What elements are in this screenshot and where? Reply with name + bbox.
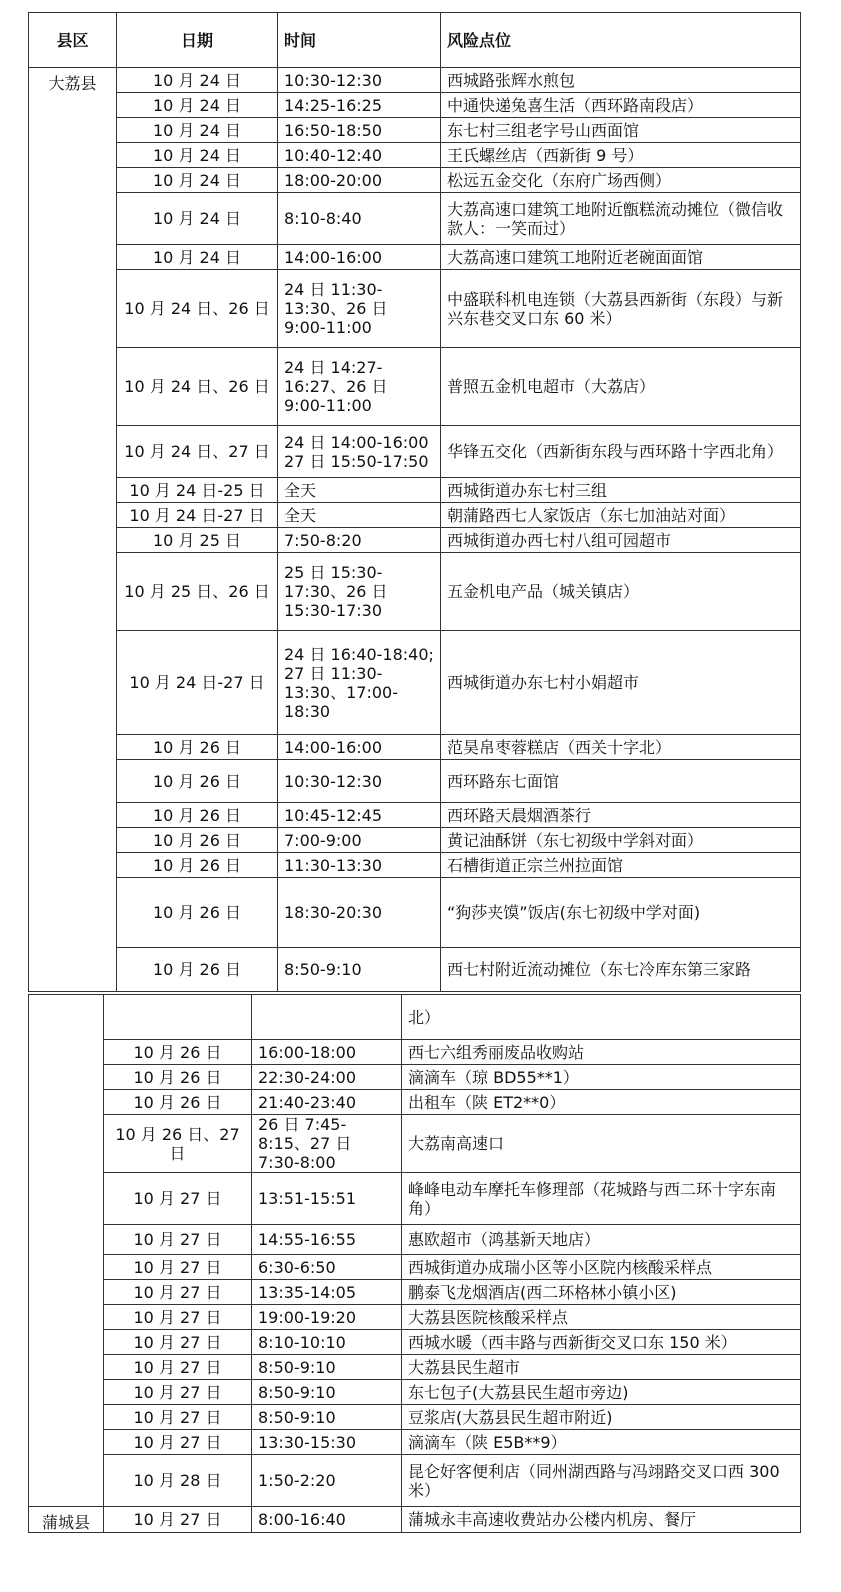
time-cell: 8:00-16:40	[252, 1507, 402, 1533]
table-header-row	[29, 13, 801, 68]
date-cell: 10 月 24 日	[117, 143, 278, 168]
place-cell: 中通快递兔喜生活（西环路南段店）	[441, 93, 801, 118]
date-cell: 10 月 24 日、26 日	[117, 348, 278, 426]
table-row	[29, 995, 801, 1040]
header-date: 日期	[117, 13, 278, 68]
table-row	[29, 1330, 801, 1355]
date-cell: 10 月 24 日-27 日	[117, 631, 278, 735]
place-cell: 五金机电产品（城关镇店）	[441, 553, 801, 631]
table-row	[29, 803, 801, 828]
table-row	[29, 1280, 801, 1305]
table-row	[29, 1405, 801, 1430]
table-row	[29, 118, 801, 143]
table-row	[29, 1040, 801, 1065]
date-cell: 10 月 27 日	[104, 1280, 252, 1305]
time-cell: 13:30-15:30	[252, 1430, 402, 1455]
table-row	[29, 553, 801, 631]
place-cell: 西城街道办东七村小娟超市	[441, 631, 801, 735]
date-cell: 10 月 26 日	[117, 760, 278, 803]
place-cell: 松远五金交化（东府广场西侧）	[441, 168, 801, 193]
place-cell: 西城街道办东七村三组	[441, 478, 801, 503]
table-row	[29, 1355, 801, 1380]
time-cell: 全天	[278, 503, 441, 528]
time-cell: 8:50-9:10	[278, 948, 441, 992]
time-cell: 10:45-12:45	[278, 803, 441, 828]
date-cell: 10 月 27 日	[104, 1355, 252, 1380]
table-row	[29, 1065, 801, 1090]
date-cell: 10 月 28 日	[104, 1455, 252, 1507]
header-time: 时间	[278, 13, 441, 68]
table-row	[29, 168, 801, 193]
date-cell: 10 月 24 日	[117, 168, 278, 193]
county-cell: 蒲城县	[29, 1507, 104, 1533]
date-cell: 10 月 25 日	[117, 528, 278, 553]
time-cell: 10:30-12:30	[278, 68, 441, 93]
time-cell: 21:40-23:40	[252, 1090, 402, 1115]
date-cell: 10 月 26 日	[117, 803, 278, 828]
table-row	[29, 68, 801, 93]
header-county: 县区	[29, 13, 117, 68]
place-cell: 东七村三组老字号山西面馆	[441, 118, 801, 143]
date-cell: 10 月 24 日-25 日	[117, 478, 278, 503]
time-cell: 18:30-20:30	[278, 878, 441, 948]
time-cell: 8:50-9:10	[252, 1405, 402, 1430]
table-row	[29, 93, 801, 118]
place-cell: 东七包子(大荔县民生超市旁边)	[402, 1380, 801, 1405]
time-cell: 24 日 14:27-16:27、26 日 9:00-11:00	[278, 348, 441, 426]
time-cell: 13:35-14:05	[252, 1280, 402, 1305]
place-cell: 北）	[402, 995, 801, 1040]
place-cell: 豆浆店(大荔县民生超市附近)	[402, 1405, 801, 1430]
date-cell: 10 月 24 日、27 日	[117, 426, 278, 478]
table-row	[29, 193, 801, 245]
table-row	[29, 478, 801, 503]
table-row	[29, 948, 801, 992]
time-cell: 24 日 11:30-13:30、26 日 9:00-11:00	[278, 270, 441, 348]
table-row	[29, 735, 801, 760]
table-row	[29, 1255, 801, 1280]
date-cell: 10 月 27 日	[104, 1305, 252, 1330]
place-cell: 石槽街道正宗兰州拉面馆	[441, 853, 801, 878]
place-cell: 鹏泰飞龙烟酒店(西二环格林小镇小区)	[402, 1280, 801, 1305]
time-cell: 24 日 14:00-16:00 27 日 15:50-17:50	[278, 426, 441, 478]
place-cell: “狗莎夹馍”饭店(东七初级中学对面)	[441, 878, 801, 948]
date-cell: 10 月 26 日、27 日	[104, 1115, 252, 1173]
table-row	[29, 631, 801, 735]
place-cell: 西七村附近流动摊位（东七冷库东第三家路	[441, 948, 801, 992]
date-cell: 10 月 25 日、26 日	[117, 553, 278, 631]
time-cell: 7:50-8:20	[278, 528, 441, 553]
time-cell: 8:10-10:10	[252, 1330, 402, 1355]
table-row	[29, 503, 801, 528]
date-cell: 10 月 27 日	[104, 1330, 252, 1355]
time-cell: 24 日 16:40-18:40; 27 日 11:30-13:30、17:00-18:30	[278, 631, 441, 735]
table-row	[29, 1455, 801, 1507]
table-row	[29, 528, 801, 553]
date-cell: 10 月 24 日	[117, 68, 278, 93]
time-cell	[252, 995, 402, 1040]
date-cell: 10 月 27 日	[104, 1405, 252, 1430]
place-cell: 大荔县医院核酸采样点	[402, 1305, 801, 1330]
place-cell: 西城水暖（西丰路与西新街交叉口东 150 米）	[402, 1330, 801, 1355]
date-cell: 10 月 27 日	[104, 1430, 252, 1455]
table-row	[29, 878, 801, 948]
table-row	[29, 1305, 801, 1330]
table-row	[29, 828, 801, 853]
table-row	[29, 1430, 801, 1455]
date-cell: 10 月 27 日	[104, 1225, 252, 1255]
date-cell: 10 月 26 日	[104, 1065, 252, 1090]
table-row	[29, 245, 801, 270]
time-cell: 11:30-13:30	[278, 853, 441, 878]
table-row	[29, 1090, 801, 1115]
place-cell: 大荔县民生超市	[402, 1355, 801, 1380]
time-cell: 16:50-18:50	[278, 118, 441, 143]
date-cell: 10 月 27 日	[104, 1173, 252, 1225]
time-cell: 14:55-16:55	[252, 1225, 402, 1255]
place-cell: 西环路东七面馆	[441, 760, 801, 803]
time-cell: 8:50-9:10	[252, 1355, 402, 1380]
table-row	[29, 1173, 801, 1225]
date-cell: 10 月 24 日、26 日	[117, 270, 278, 348]
table-row	[29, 1115, 801, 1173]
date-cell: 10 月 27 日	[104, 1380, 252, 1405]
date-cell: 10 月 24 日	[117, 118, 278, 143]
table-row	[29, 348, 801, 426]
time-cell: 全天	[278, 478, 441, 503]
header-place: 风险点位	[441, 13, 801, 68]
place-cell: 惠欧超市（鸿基新天地店）	[402, 1225, 801, 1255]
date-cell: 10 月 27 日	[104, 1255, 252, 1280]
time-cell: 14:25-16:25	[278, 93, 441, 118]
time-cell: 19:00-19:20	[252, 1305, 402, 1330]
place-cell: 大荔南高速口	[402, 1115, 801, 1173]
place-cell: 西环路天晨烟酒茶行	[441, 803, 801, 828]
date-cell: 10 月 24 日	[117, 93, 278, 118]
place-cell: 中盛联科机电连锁（大荔县西新街（东段）与新兴东巷交叉口东 60 米）	[441, 270, 801, 348]
place-cell: 普照五金机电超市（大荔店）	[441, 348, 801, 426]
place-cell: 王氏螺丝店（西新街 9 号）	[441, 143, 801, 168]
date-cell: 10 月 26 日	[117, 878, 278, 948]
time-cell: 10:30-12:30	[278, 760, 441, 803]
date-cell: 10 月 26 日	[104, 1090, 252, 1115]
place-cell: 滴滴车（陕 E5B**9）	[402, 1430, 801, 1455]
table-row	[29, 1225, 801, 1255]
time-cell: 25 日 15:30-17:30、26 日 15:30-17:30	[278, 553, 441, 631]
place-cell: 西城街道办西七村八组可园超市	[441, 528, 801, 553]
date-cell: 10 月 26 日	[117, 735, 278, 760]
time-cell: 7:00-9:00	[278, 828, 441, 853]
place-cell: 西城街道办成瑞小区等小区院内核酸采样点	[402, 1255, 801, 1280]
place-cell: 朝蒲路西七人家饭店（东七加油站对面）	[441, 503, 801, 528]
time-cell: 14:00-16:00	[278, 245, 441, 270]
time-cell: 14:00-16:00	[278, 735, 441, 760]
time-cell: 10:40-12:40	[278, 143, 441, 168]
table-row	[29, 426, 801, 478]
place-cell: 昆仑好客便利店（同州湖西路与冯翊路交叉口西 300 米）	[402, 1455, 801, 1507]
time-cell: 8:10-8:40	[278, 193, 441, 245]
place-cell: 峰峰电动车摩托车修理部（花城路与西二环十字东南角）	[402, 1173, 801, 1225]
place-cell: 西七六组秀丽废品收购站	[402, 1040, 801, 1065]
time-cell: 1:50-2:20	[252, 1455, 402, 1507]
time-cell: 13:51-15:51	[252, 1173, 402, 1225]
date-cell: 10 月 24 日	[117, 245, 278, 270]
county-cell: 大荔县	[29, 68, 117, 992]
table-row	[29, 760, 801, 803]
time-cell: 8:50-9:10	[252, 1380, 402, 1405]
time-cell: 18:00-20:00	[278, 168, 441, 193]
date-cell: 10 月 26 日	[117, 828, 278, 853]
place-cell: 黄记油酥饼（东七初级中学斜对面）	[441, 828, 801, 853]
time-cell: 26 日 7:45-8:15、27 日 7:30-8:00	[252, 1115, 402, 1173]
risk-locations-table-part2	[28, 994, 801, 1533]
date-cell	[104, 995, 252, 1040]
place-cell: 西城路张辉水煎包	[441, 68, 801, 93]
place-cell: 蒲城永丰高速收费站办公楼内机房、餐厅	[402, 1507, 801, 1533]
place-cell: 大荔高速口建筑工地附近甑糕流动摊位（微信收款人：一笑而过）	[441, 193, 801, 245]
place-cell: 滴滴车（琼 BD55**1）	[402, 1065, 801, 1090]
place-cell: 出租车（陕 ET2**0）	[402, 1090, 801, 1115]
date-cell: 10 月 27 日	[104, 1507, 252, 1533]
place-cell: 范昊帛枣蓉糕店（西关十字北）	[441, 735, 801, 760]
date-cell: 10 月 26 日	[117, 948, 278, 992]
place-cell: 大荔高速口建筑工地附近老碗面面馆	[441, 245, 801, 270]
table-row	[29, 143, 801, 168]
county-cell	[29, 995, 104, 1507]
date-cell: 10 月 24 日	[117, 193, 278, 245]
table-row	[29, 270, 801, 348]
risk-locations-table-part1	[28, 12, 801, 992]
table-row	[29, 1507, 801, 1533]
time-cell: 16:00-18:00	[252, 1040, 402, 1065]
place-cell: 华锋五交化（西新街东段与西环路十字西北角）	[441, 426, 801, 478]
time-cell: 6:30-6:50	[252, 1255, 402, 1280]
date-cell: 10 月 26 日	[117, 853, 278, 878]
date-cell: 10 月 26 日	[104, 1040, 252, 1065]
time-cell: 22:30-24:00	[252, 1065, 402, 1090]
table-row	[29, 1380, 801, 1405]
table-row	[29, 853, 801, 878]
date-cell: 10 月 24 日-27 日	[117, 503, 278, 528]
